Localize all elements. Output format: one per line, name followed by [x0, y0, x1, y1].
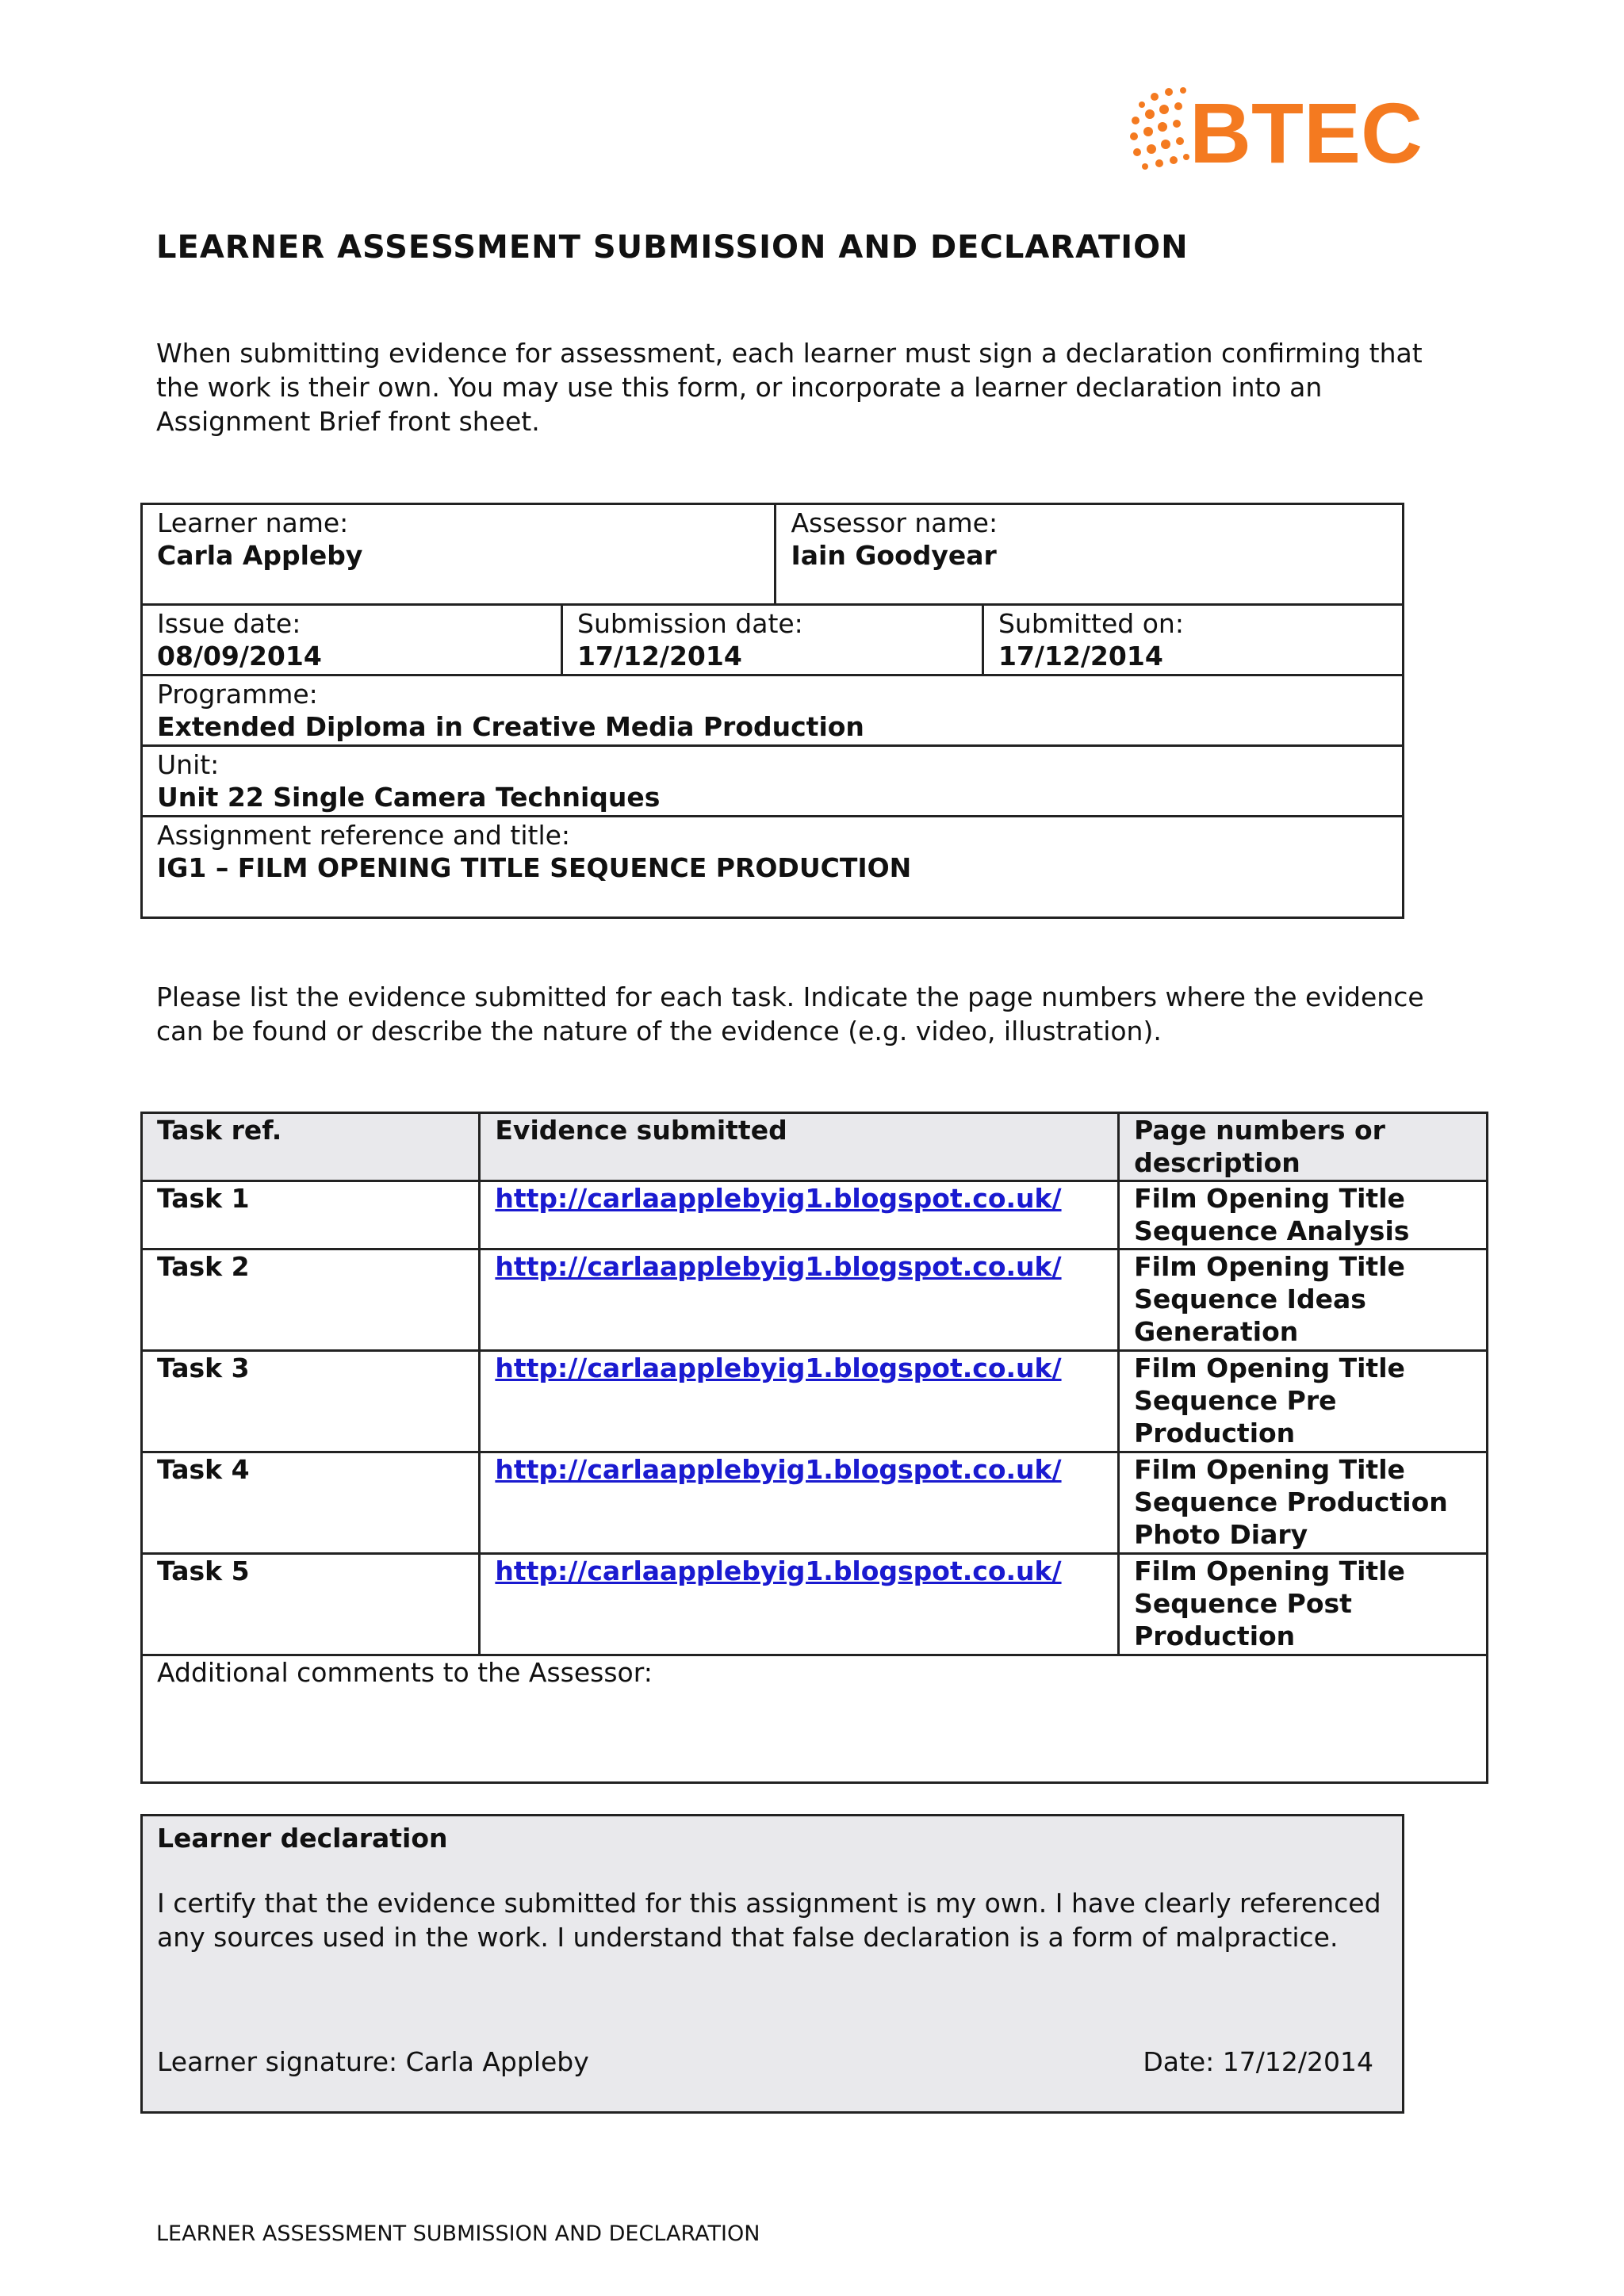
evidence-link[interactable]: http://carlaapplebyig1.blogspot.co.uk/ — [495, 1183, 1062, 1214]
comments-row — [142, 1655, 1488, 1783]
submission-date-cell — [562, 605, 983, 675]
btec-logo — [1124, 79, 1426, 182]
task-ref: Task 4 — [142, 1452, 480, 1554]
programme-cell — [142, 675, 1404, 746]
assignment-cell — [142, 817, 1404, 918]
document-title: LEARNER ASSESSMENT SUBMISSION AND DECLARATION — [156, 229, 1189, 266]
unit-label: Unit: — [157, 749, 220, 780]
declaration-date: Date: 17/12/2014 — [1143, 2046, 1373, 2077]
learner-name-value: Carla Appleby — [157, 540, 363, 571]
additional-comments-label: Additional comments to the Assessor: — [142, 1655, 1488, 1783]
issue-date-cell — [142, 605, 562, 675]
header-task-ref: Task ref. — [142, 1113, 480, 1181]
learner-declaration-box — [140, 1814, 1404, 2114]
submitted-on-value: 17/12/2014 — [998, 641, 1163, 672]
declaration-text: I certify that the evidence submitted for this assignment is my own. I have clearly referenced any sources used in the work. I understand that false declaration is a form of malpractice. — [157, 1888, 1381, 1953]
unit-value: Unit 22 Single Camera Techniques — [157, 782, 661, 813]
header-page-numbers: Page numbers or description — [1119, 1113, 1488, 1181]
evidence-instructions: Please list the evidence submitted for each task. Indicate the page numbers where the evidence can be found or describe the nature of the evidence (e.g. video, illustration). — [156, 982, 1424, 1047]
evidence-link[interactable]: http://carlaapplebyig1.blogspot.co.uk/ — [495, 1251, 1062, 1282]
issue-date-value: 08/09/2014 — [157, 641, 322, 672]
table-row — [142, 1351, 1488, 1452]
submission-date-label: Submission date: — [577, 608, 803, 639]
evidence-description: Film Opening Title Sequence Analysis — [1119, 1181, 1488, 1249]
evidence-description: Film Opening Title Sequence Pre Production — [1119, 1351, 1488, 1452]
task-ref: Task 1 — [142, 1181, 480, 1249]
submitted-on-cell — [982, 605, 1403, 675]
assignment-value: IG1 – FILM OPENING TITLE SEQUENCE PRODUCTION — [157, 852, 912, 883]
declaration-title: Learner declaration — [157, 1823, 448, 1854]
table-row — [142, 1452, 1488, 1554]
assessor-name-label: Assessor name: — [791, 507, 998, 538]
programme-label: Programme: — [157, 679, 318, 710]
learner-signature: Learner signature: Carla Appleby — [157, 2046, 589, 2077]
assessor-name-cell — [776, 504, 1404, 605]
table-row — [142, 1249, 1488, 1351]
table-row — [142, 1181, 1488, 1249]
task-ref: Task 5 — [142, 1554, 480, 1655]
evidence-table — [140, 1112, 1488, 1784]
assessor-name-value: Iain Goodyear — [791, 540, 997, 571]
evidence-header-row — [142, 1113, 1488, 1181]
submission-date-value: 17/12/2014 — [577, 641, 742, 672]
submitted-on-label: Submitted on: — [998, 608, 1184, 639]
issue-date-label: Issue date: — [157, 608, 301, 639]
unit-cell — [142, 746, 1404, 817]
learner-name-cell — [142, 504, 776, 605]
table-row — [142, 1554, 1488, 1655]
evidence-link[interactable]: http://carlaapplebyig1.blogspot.co.uk/ — [495, 1454, 1062, 1485]
task-ref: Task 2 — [142, 1249, 480, 1351]
evidence-description: Film Opening Title Sequence Post Production — [1119, 1554, 1488, 1655]
evidence-link[interactable]: http://carlaapplebyig1.blogspot.co.uk/ — [495, 1353, 1062, 1383]
assignment-label: Assignment reference and title: — [157, 820, 571, 851]
intro-paragraph: When submitting evidence for assessment, each learner must sign a declaration confirming that the work is their own. You may use this form, or incorporate a learner declaration into an Assignment Brief front sheet. — [156, 338, 1423, 437]
logo-dots-icon — [1130, 87, 1189, 170]
learner-name-label: Learner name: — [157, 507, 349, 538]
logo-text: BTEC — [1189, 85, 1423, 181]
header-evidence: Evidence submitted — [480, 1113, 1119, 1181]
submission-info-table — [140, 503, 1404, 919]
evidence-description: Film Opening Title Sequence Ideas Generation — [1119, 1249, 1488, 1351]
programme-value: Extended Diploma in Creative Media Production — [157, 711, 864, 742]
evidence-link[interactable]: http://carlaapplebyig1.blogspot.co.uk/ — [495, 1556, 1062, 1586]
page-footer: LEARNER ASSESSMENT SUBMISSION AND DECLARATION — [156, 2221, 760, 2246]
task-ref: Task 3 — [142, 1351, 480, 1452]
evidence-description: Film Opening Title Sequence Production Photo Diary — [1119, 1452, 1488, 1554]
